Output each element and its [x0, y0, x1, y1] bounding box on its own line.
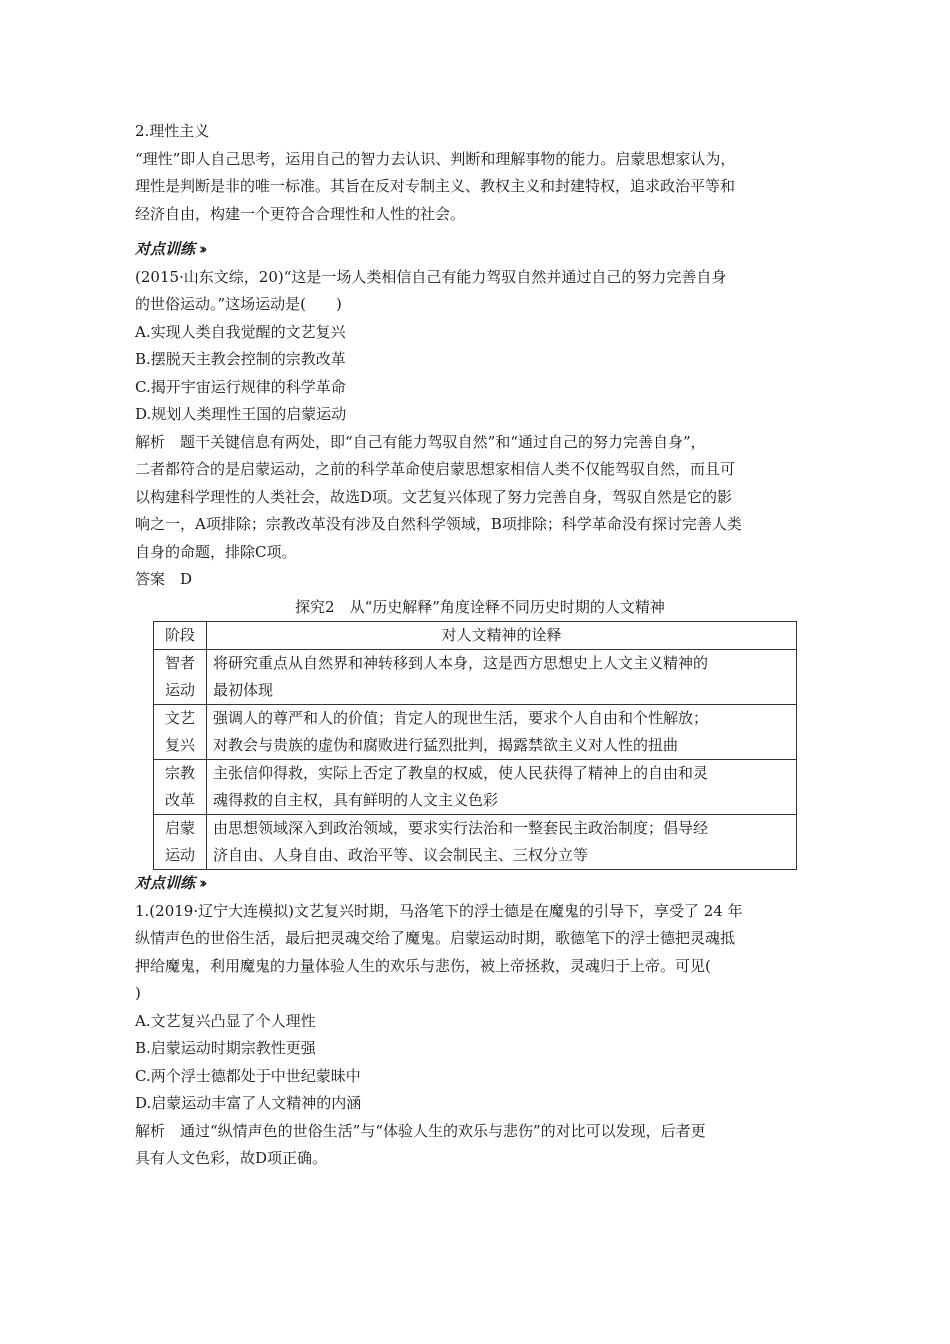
table-row [154, 650, 797, 705]
stage-text: 智者 [164, 654, 195, 672]
explain-cell [207, 650, 797, 705]
stage-text: 改革 [164, 791, 195, 809]
explain-text: 强调人的尊严和人的价值；肯定人的现世生活，要求个人自由和个性解放； [213, 709, 709, 727]
stage-text: 文艺 [164, 709, 195, 727]
stage-text: 运动 [164, 681, 195, 699]
stage-text: 运动 [164, 846, 195, 864]
option-b: B.摆脱天主教会控制的宗教改革 [135, 350, 346, 368]
header-stage: 阶段 [154, 622, 207, 650]
paragraph-line: 理性是判断是非的唯一标准。其旨在反对专制主义、教权主义和封建特权，追求政治平等和 [135, 177, 736, 195]
explain-cell [207, 815, 797, 870]
stage-cell [154, 815, 207, 870]
training-heading-label: 对点训练 [135, 240, 196, 258]
stage-text: 复兴 [164, 736, 195, 754]
paragraph-line: 经济自由，构建一个更符合合理性和人性的社会。 [135, 204, 466, 223]
training-block-2 [135, 870, 825, 1173]
double-chevron-right-icon: ›› [199, 240, 204, 258]
analysis-line: 解析 通过“纵情声色的世俗生活”与“体验人生的欢乐与悲伤”的对比可以发现，后者更 [135, 1121, 706, 1140]
question-line: 的世俗运动。”这场运动是( ) [135, 295, 342, 313]
table-row [154, 815, 797, 870]
training-heading [135, 236, 825, 264]
training-block-1 [135, 236, 825, 594]
stage-cell [154, 705, 207, 760]
section-title: 2.理性主义 [135, 122, 210, 140]
option-d: D.规划人类理性王国的启蒙运动 [135, 405, 347, 423]
analysis-line: 响之一，A项排除；宗教改革没有涉及自然科学领域，B项排除；科学革命没有探讨完善人类 [135, 515, 742, 533]
option-d: D.启蒙运动丰富了人文精神的内涵 [135, 1094, 362, 1112]
stage-text: 启蒙 [164, 819, 195, 837]
explain-text: 济自由、人身自由、政治平等、议会制民主、三权分立等 [213, 846, 589, 864]
explore-block-2 [135, 594, 825, 871]
question-line: 1.(2019·辽宁大连模拟)文艺复兴时期，马洛笔下的浮士德是在魔鬼的引导下，享受了 24 年 [135, 901, 743, 920]
analysis-line: 具有人文色彩，故D项正确。 [135, 1149, 328, 1167]
paragraph-line: “理性”即人自己思考，运用自己的智力去认识、判断和理解事物的能力。启蒙思想家认为， [135, 149, 736, 168]
table-caption: 探究2 从“历史解释”角度诠释不同历史时期的人文精神 [295, 597, 665, 616]
explain-text: 由思想领域深入到政治领域，要求实行法治和一整套民主政治制度；倡导经 [213, 819, 709, 837]
stage-cell [154, 650, 207, 705]
answer-line: 答案 D [135, 570, 193, 588]
table-row [154, 705, 797, 760]
analysis-line: 解析 题干关键信息有两处，即“自己有能力驾驭自然”和“通过自己的努力完善自身”， [135, 432, 706, 451]
analysis-line: 自身的命题，排除C项。 [135, 542, 297, 561]
analysis-line: 二者都符合的是启蒙运动，之前的科学革命使启蒙思想家相信人类不仅能驾驭自然，而且可 [135, 460, 736, 478]
question-line: 押给魔鬼，利用魔鬼的力量体验人生的欢乐与悲伤，被上帝拯救，灵魂归于上帝。可见( [135, 956, 711, 975]
explain-text: 将研究重点从自然界和神转移到人本身，这是西方思想史上人文主义精神的 [213, 654, 709, 672]
section-rationalism [135, 118, 825, 228]
header-explain: 对人文精神的诠释 [207, 622, 797, 650]
explain-text: 魂得救的自主权，具有鲜明的人文主义色彩 [213, 791, 499, 809]
explain-text: 主张信仰得救，实际上否定了教皇的权威，使人民获得了精神上的自由和灵 [213, 764, 709, 782]
training-heading [135, 870, 825, 898]
option-b: B.启蒙运动时期宗教性更强 [135, 1039, 316, 1057]
explain-cell [207, 705, 797, 760]
training-heading-label: 对点训练 [135, 874, 196, 892]
explain-text: 对教会与贵族的虚伪和腐败进行猛烈批判，揭露禁欲主义对人性的扭曲 [213, 736, 679, 754]
humanism-table [153, 621, 797, 870]
document-page [135, 118, 825, 1173]
option-c: C.揭开宇宙运行规律的科学革命 [135, 377, 346, 396]
stage-cell [154, 760, 207, 815]
analysis-line: 以构建科学理性的人类社会，故选D项。文艺复兴体现了努力完善自身，驾驭自然是它的影 [135, 487, 733, 506]
explain-text: 最初体现 [213, 681, 274, 699]
question-line: (2015·山东文综，20)“这是一场人类相信自己有能力驾驭自然并通过自己的努力完善自身 [135, 267, 727, 286]
question-line: 纵情声色的世俗生活，最后把灵魂交给了魔鬼。启蒙运动时期，歌德笔下的浮士德把灵魂抵 [135, 929, 736, 947]
table-row [154, 760, 797, 815]
explain-cell [207, 760, 797, 815]
table-header-row [154, 622, 797, 650]
question-line: ) [135, 984, 141, 1002]
option-a: A.文艺复兴凸显了个人理性 [135, 1011, 316, 1030]
option-a: A.实现人类自我觉醒的文艺复兴 [135, 322, 346, 341]
double-chevron-right-icon: ›› [199, 874, 204, 892]
option-c: C.两个浮士德都处于中世纪蒙昧中 [135, 1066, 361, 1085]
stage-text: 宗教 [164, 764, 195, 782]
